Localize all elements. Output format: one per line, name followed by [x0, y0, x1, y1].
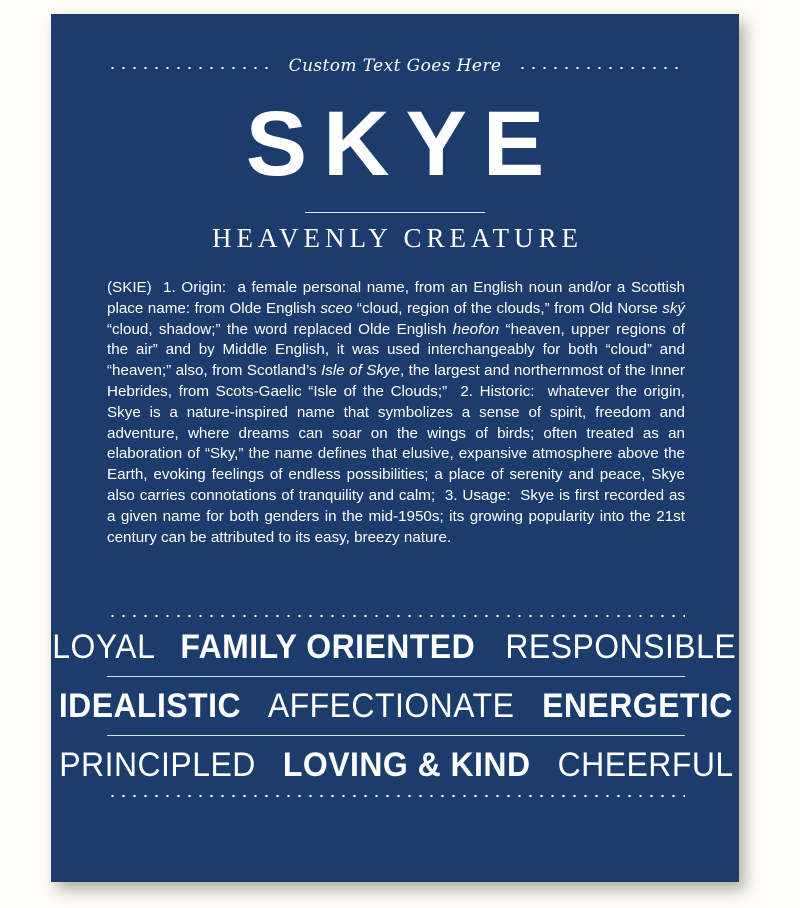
custom-text-row: [51, 58, 739, 78]
poster-name: SKYE: [245, 93, 561, 195]
trait-word: IDEALISTIC: [59, 687, 242, 725]
traits-block: [51, 614, 736, 798]
trait-word: PRINCIPLED: [59, 746, 256, 784]
trait-word: AFFECTIONATE: [268, 687, 515, 725]
trait-word: LOVING & KIND: [283, 746, 531, 784]
poster-meaning: HEAVENLY CREATURE: [211, 223, 584, 253]
trait-line-1: [51, 618, 736, 676]
trait-word: RESPONSIBLE: [505, 628, 736, 666]
traits-dotted-divider-bottom: [107, 794, 685, 798]
definition-text: (SKIE) 1. Origin: a female personal name, from an English noun and/or a Scottish place name: from Olde English sceo “cloud, region of the clouds,” from Old Norse ský “cloud, shadow;” the word replaced Olde English heofon “heaven, upper regions of the air” and by Middle English, it was used interchangeably for both “cloud” and “heaven;” also, from Scotland’s Isle of Skye, the largest and northernmost of the Inner Hebrides, from Scots-Gaelic “Isle of the Clouds;” 2. Historic: whatever the origin, Skye is a nature-inspired name that symbolizes a sense of spirit, freedom and adventure, where dreams can soar on the wings of birds; often treated as an elaboration of “Sky,” the name defines that elusive, expansive atmosphere above the Earth, evoking feelings of endless possibilities; a place of serenity and peace, Skye also carries connotations of tranquility and calm; 3. Usage: Skye is first recorded as a given name for both genders in the mid-1950s; its growing popularity into the 21st century can be attributed to its easy, breezy nature.: [107, 279, 685, 546]
trait-word: LOYAL: [51, 628, 155, 666]
trait-word: FAMILY ORIENTED: [180, 628, 476, 666]
traits-divider-2: [107, 735, 685, 736]
trait-word: CHEERFUL: [557, 746, 734, 784]
trait-line-3: [59, 736, 734, 794]
name-poster: [51, 14, 739, 882]
dotted-rule-right: [517, 66, 683, 70]
custom-text[interactable]: Custom Text Goes Here: [288, 56, 502, 76]
name-divider: [305, 212, 485, 213]
trait-word: ENERGETIC: [541, 687, 733, 725]
trait-line-2: [59, 677, 733, 735]
traits-divider-1: [107, 676, 685, 677]
dotted-rule-left: [107, 66, 273, 70]
